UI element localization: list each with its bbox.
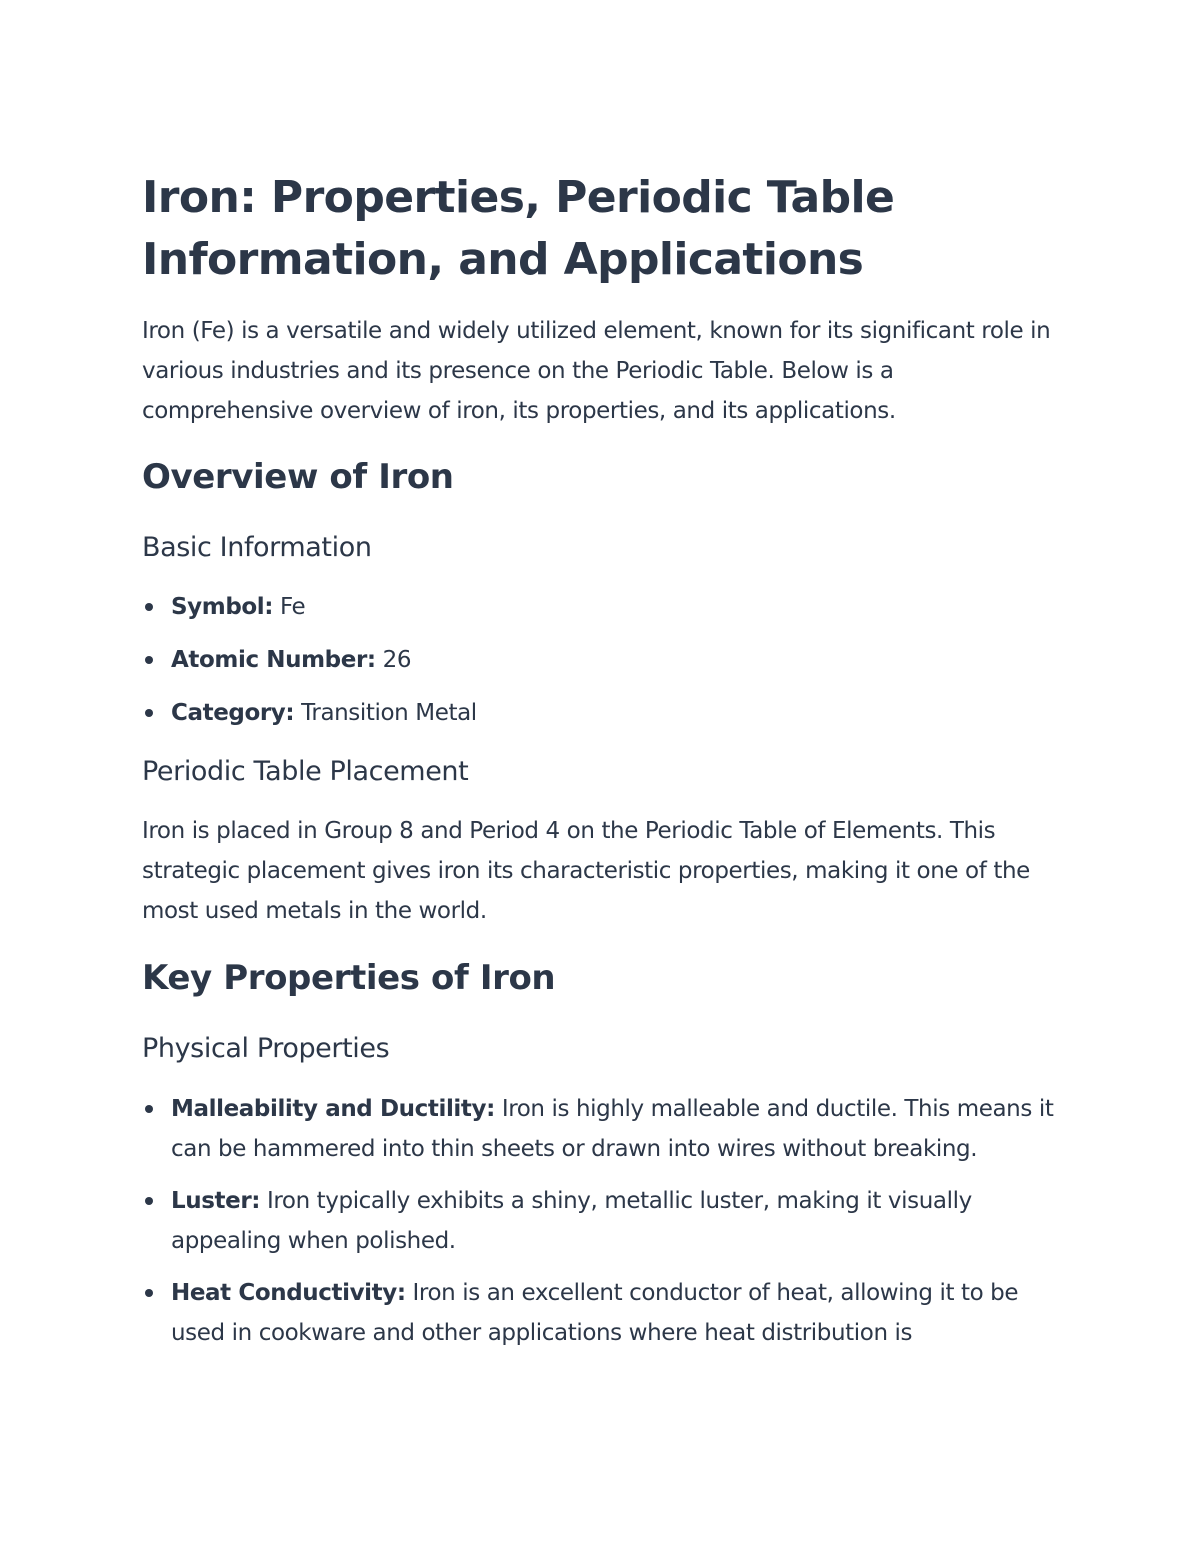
- item-text: 26: [375, 647, 412, 673]
- subsection-heading-periodic-table-placement: Periodic Table Placement: [142, 756, 469, 787]
- list-item: [142, 1181, 1057, 1261]
- item-text: Iron is highly malleable and ductile. This means it can be hammered into thin sheets or drawn into wires without breaking.: [171, 1096, 1054, 1162]
- section-heading-key-properties: Key Properties of Iron: [142, 958, 556, 998]
- bullet-icon: [145, 1289, 153, 1297]
- list-item: [142, 693, 1057, 733]
- item-text: Iron typically exhibits a shiny, metallic luster, making it visually appealing when polished.: [171, 1188, 972, 1254]
- section-heading-overview: Overview of Iron: [142, 457, 454, 497]
- intro-paragraph: Iron (Fe) is a versatile and widely utilized element, known for its significant role in various industries and its presence on the Periodic Table. Below is a comprehensive overview of iron, its properties, and its applications.: [142, 318, 1051, 424]
- list-item: [142, 1273, 1057, 1353]
- item-term: Heat Conductivity:: [171, 1280, 406, 1306]
- list-item: [142, 587, 1057, 627]
- basic-information-list: [142, 587, 1057, 746]
- subsection-heading-basic-information: Basic Information: [142, 532, 372, 563]
- item-term: Category:: [171, 700, 295, 726]
- subsection-heading-physical-properties: Physical Properties: [142, 1033, 390, 1064]
- periodic-placement-paragraph: Iron is placed in Group 8 and Period 4 on the Periodic Table of Elements. This strategic placement gives iron its characteristic properties, making it one of the most used metals in the world.: [142, 818, 1030, 924]
- list-item: [142, 1089, 1057, 1169]
- item-term: Symbol:: [171, 594, 274, 620]
- document-title: Iron: Properties, Periodic Table Information, and Applications: [142, 172, 895, 285]
- list-item: [142, 640, 1057, 680]
- item-text: Fe: [273, 594, 306, 620]
- bullet-icon: [145, 656, 153, 664]
- bullet-icon: [145, 1105, 153, 1113]
- bullet-icon: [145, 603, 153, 611]
- item-term: Malleability and Ductility:: [171, 1096, 495, 1122]
- bullet-icon: [145, 709, 153, 717]
- item-text: Transition Metal: [294, 700, 477, 726]
- physical-properties-list: [142, 1089, 1057, 1365]
- bullet-icon: [145, 1197, 153, 1205]
- item-term: Atomic Number:: [171, 647, 376, 673]
- item-text: Iron is an excellent conductor of heat, allowing it to be used in cookware and other applications where heat distribution is: [171, 1280, 1019, 1346]
- item-term: Luster:: [171, 1188, 261, 1214]
